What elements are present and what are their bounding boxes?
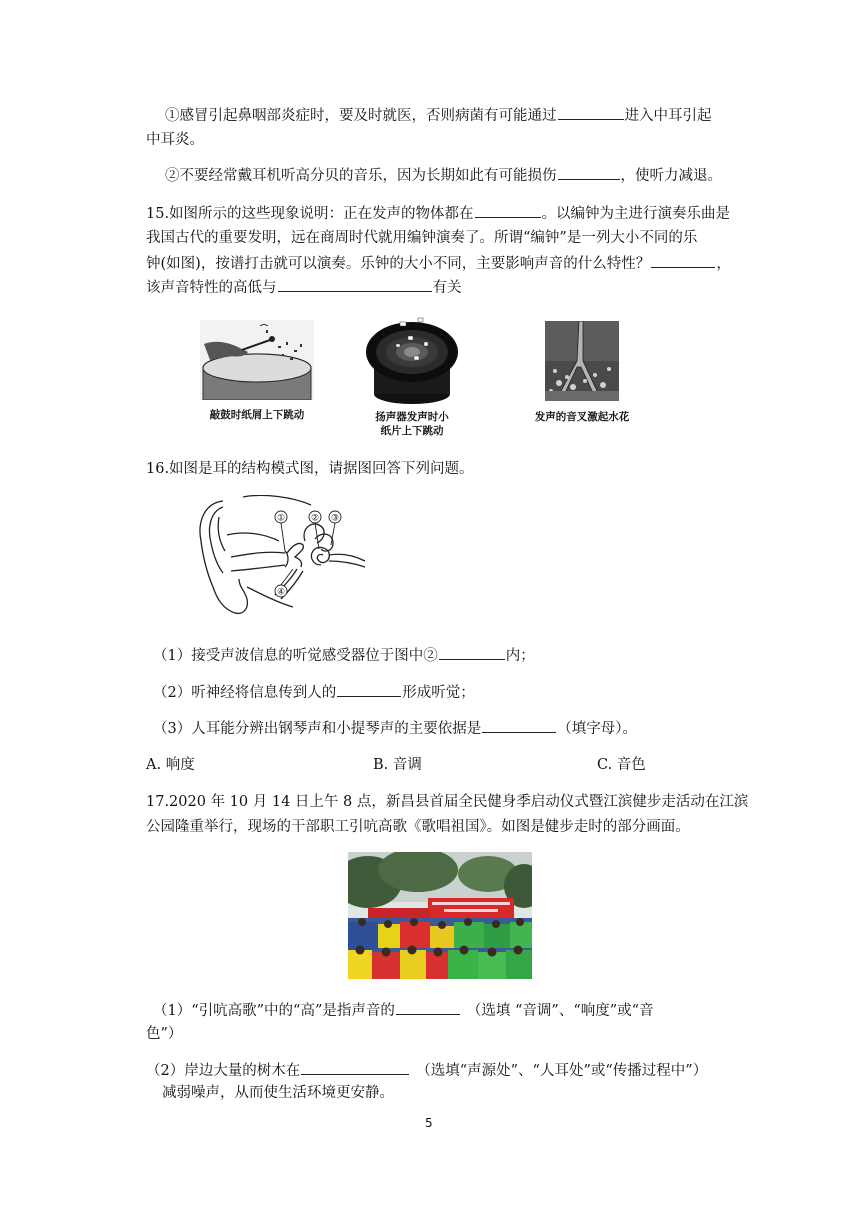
q16-blank-receptor[interactable] (439, 645, 505, 660)
caption-drum: 敲鼓时纸屑上下跳动 (209, 409, 305, 421)
q17-s2-text-b: （选填“声源处”、“人耳处”或“传播过程中”） (416, 1063, 708, 1079)
speaker-paper-pieces-image (362, 314, 462, 408)
q15-l3-text-a: 钟(如图)，按谱打击就可以演奏。乐钟的大小不同，主要影响声音的什么特性？ (146, 256, 651, 272)
q17-sub2-line1 (146, 1060, 707, 1081)
ear-label-3: ③ (330, 513, 340, 524)
q17-sub1-line1 (153, 1000, 654, 1021)
q15-line1 (146, 203, 730, 224)
q17-line1: 17.2020 年 10 月 14 日上午 8 点，新昌县首届全民健身季启动仪式暨江滨健步走活动在江滨 (146, 794, 749, 810)
q16-s2-text-b: 形成听觉； (402, 685, 475, 701)
q14-item1-line2: 中耳炎。 (146, 132, 204, 148)
q15-l4-text-a: 该声音特性的高低与 (146, 280, 277, 296)
tuning-fork-splash-image (545, 321, 619, 401)
q17-blank-property[interactable] (396, 1000, 460, 1015)
drum-paper-bits-image (200, 320, 314, 400)
q14-item2-text-b: ，使听力减退。 (620, 168, 722, 184)
q14-item1-line1 (165, 105, 712, 126)
ear-label-4: ④ (276, 587, 286, 598)
q17-line2: 公园隆重举行，现场的干部职工引吭高歌《歌唱祖国》。如图是健步走时的部分画面。 (146, 819, 690, 835)
q14-item1-blank[interactable] (558, 105, 624, 120)
q16-stem: 16.如图是耳的结构模式图，请据图回答下列问题。 (146, 461, 474, 477)
q15-l1-text-a: 15.如图所示的这些现象说明：正在发声的物体都在 (146, 206, 474, 222)
q16-option-c[interactable]: C. 音色 (597, 757, 646, 773)
q15-l4-text-b: 有关 (432, 280, 462, 296)
q17-sub1-line2: 色”） (146, 1026, 183, 1042)
caption-speaker-line1: 扬声器发声时小 (375, 411, 449, 423)
ear-label-2: ② (310, 513, 320, 524)
q16-option-b[interactable]: B. 音调 (373, 757, 422, 773)
caption-speaker-line2: 纸片上下跳动 (380, 425, 444, 437)
q16-blank-letter[interactable] (482, 718, 556, 733)
q15-line2: 我国古代的重要发明，远在商周时代就用编钟演奏了。所谓“编钟”是一列大小不同的乐 (146, 230, 698, 246)
q16-sub2 (153, 682, 475, 703)
q17-blank-location[interactable] (301, 1060, 409, 1075)
page-number: 5 (425, 1116, 433, 1130)
q15-l1-text-b: 。以编钟为主进行演奏乐曲是 (541, 206, 731, 222)
q16-s1-text-a: （1）接受声波信息的听觉感受器位于图中② (153, 648, 438, 664)
q15-blank-vibrating[interactable] (475, 203, 541, 218)
q17-s1-text-a: （1）“引吭高歌”中的“高”是指声音的 (153, 1003, 395, 1019)
q15-l3-text-b: ， (716, 256, 731, 272)
q14-item2-blank[interactable] (558, 165, 620, 180)
q16-sub3 (153, 718, 637, 739)
q16-option-a[interactable]: A. 响度 (146, 757, 195, 773)
q14-item1-text-b: 进入中耳引起 (624, 108, 712, 124)
walking-event-photo (348, 852, 532, 979)
q15-line3 (146, 253, 731, 274)
q17-s1-text-b: （选填 “音调”、“响度”或“音 (466, 1003, 654, 1019)
q14-item2-line (165, 165, 722, 186)
q16-s1-text-b: 内； (505, 648, 535, 664)
q16-blank-brain[interactable] (337, 682, 401, 697)
q16-s2-text-a: （2）听神经将信息传到人的 (153, 685, 337, 701)
q15-line4 (146, 277, 462, 298)
q14-item1-text-a: ①感冒引起鼻咽部炎症时，要及时就医，否则病菌有可能通过 (165, 108, 557, 124)
q16-s3-text-a: （3）人耳能分辨出钢琴声和小提琴声的主要依据是 (153, 721, 482, 737)
q16-s3-text-b: （填字母）。 (557, 721, 637, 737)
caption-tuning-fork: 发声的音叉激起水花 (534, 411, 630, 423)
q17-s2-text-a: （2）岸边大量的树木在 (146, 1063, 301, 1079)
q16-sub1 (153, 645, 535, 666)
q15-blank-property[interactable] (651, 253, 715, 268)
q14-item2-text-a: ②不要经常戴耳机听高分贝的音乐，因为长期如此有可能损伤 (165, 168, 557, 184)
ear-label-1: ① (276, 513, 286, 524)
q17-sub2-line2: 减弱噪声，从而使生活环境更安静。 (162, 1085, 394, 1101)
q15-blank-factor[interactable] (278, 277, 432, 292)
ear-structure-diagram (193, 495, 367, 617)
